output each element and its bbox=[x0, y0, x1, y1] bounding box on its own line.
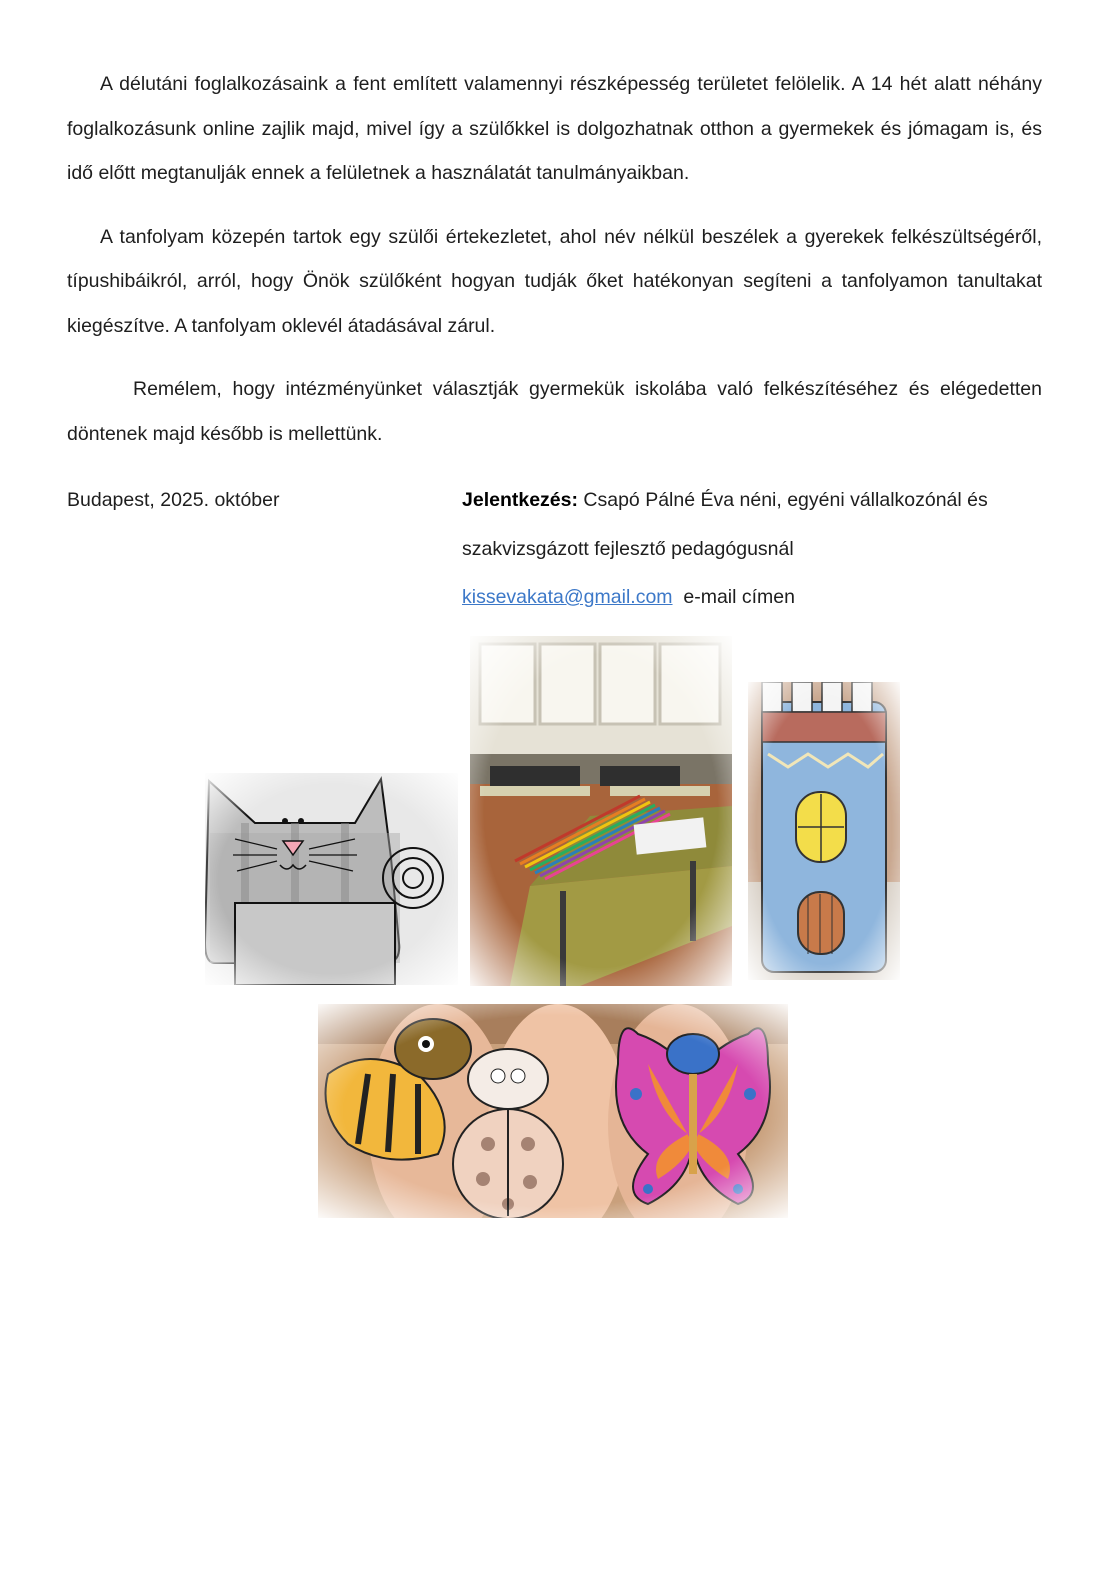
finger-puppets-photo bbox=[318, 1004, 788, 1218]
paragraph-closing: Remélem, hogy intézményünket választják gyermekük iskolába való felkészítéséhez és elégedetten döntenek majd később is mellettünk. bbox=[67, 378, 1042, 445]
registration-line-3 bbox=[462, 573, 1042, 622]
paragraph-afternoon-sessions: A délutáni foglalkozásaink a fent említett valamennyi részképesség területet felölelik. A 14 hét alatt néhány foglalkozásunk online zajlik majd, mivel így a szülőkkel is dolgozhatnak otthon a gyermekek és jómagam is, és idő előtt megtanulják ennek a felületnek a használatát tanulmányaikban. bbox=[67, 73, 1042, 184]
registration-info bbox=[462, 476, 1042, 622]
registration-line-1 bbox=[462, 476, 1042, 525]
cat-drawing-photo bbox=[205, 773, 458, 985]
letter-body bbox=[67, 62, 1042, 475]
registration-contact: Csapó Pálné Éva néni, egyéni vállalkozónál és bbox=[583, 489, 988, 511]
email-suffix: e-mail címen bbox=[683, 586, 795, 608]
email-link[interactable]: kissevakata@gmail.com bbox=[462, 586, 673, 608]
paper-tower-photo bbox=[748, 682, 900, 980]
registration-line-2: szakvizsgázott fejlesztő pedagógusnál bbox=[462, 537, 794, 560]
date-line: Budapest, 2025. október bbox=[67, 489, 280, 511]
paragraph-parent-meeting: A tanfolyam közepén tartok egy szülői értekezletet, ahol név nélkül beszélek a gyerekek felkészültségéről, típushibáikról, arról, hogy Önök szülőként hogyan tudják őket hatékonyan segíteni a tanfolyamon tanultakat kiegészítve. A tanfolyam oklevél átadásával zárul. bbox=[67, 225, 1042, 337]
registration-label: Jelentkezés: bbox=[462, 489, 578, 511]
classroom-photo bbox=[470, 636, 732, 986]
